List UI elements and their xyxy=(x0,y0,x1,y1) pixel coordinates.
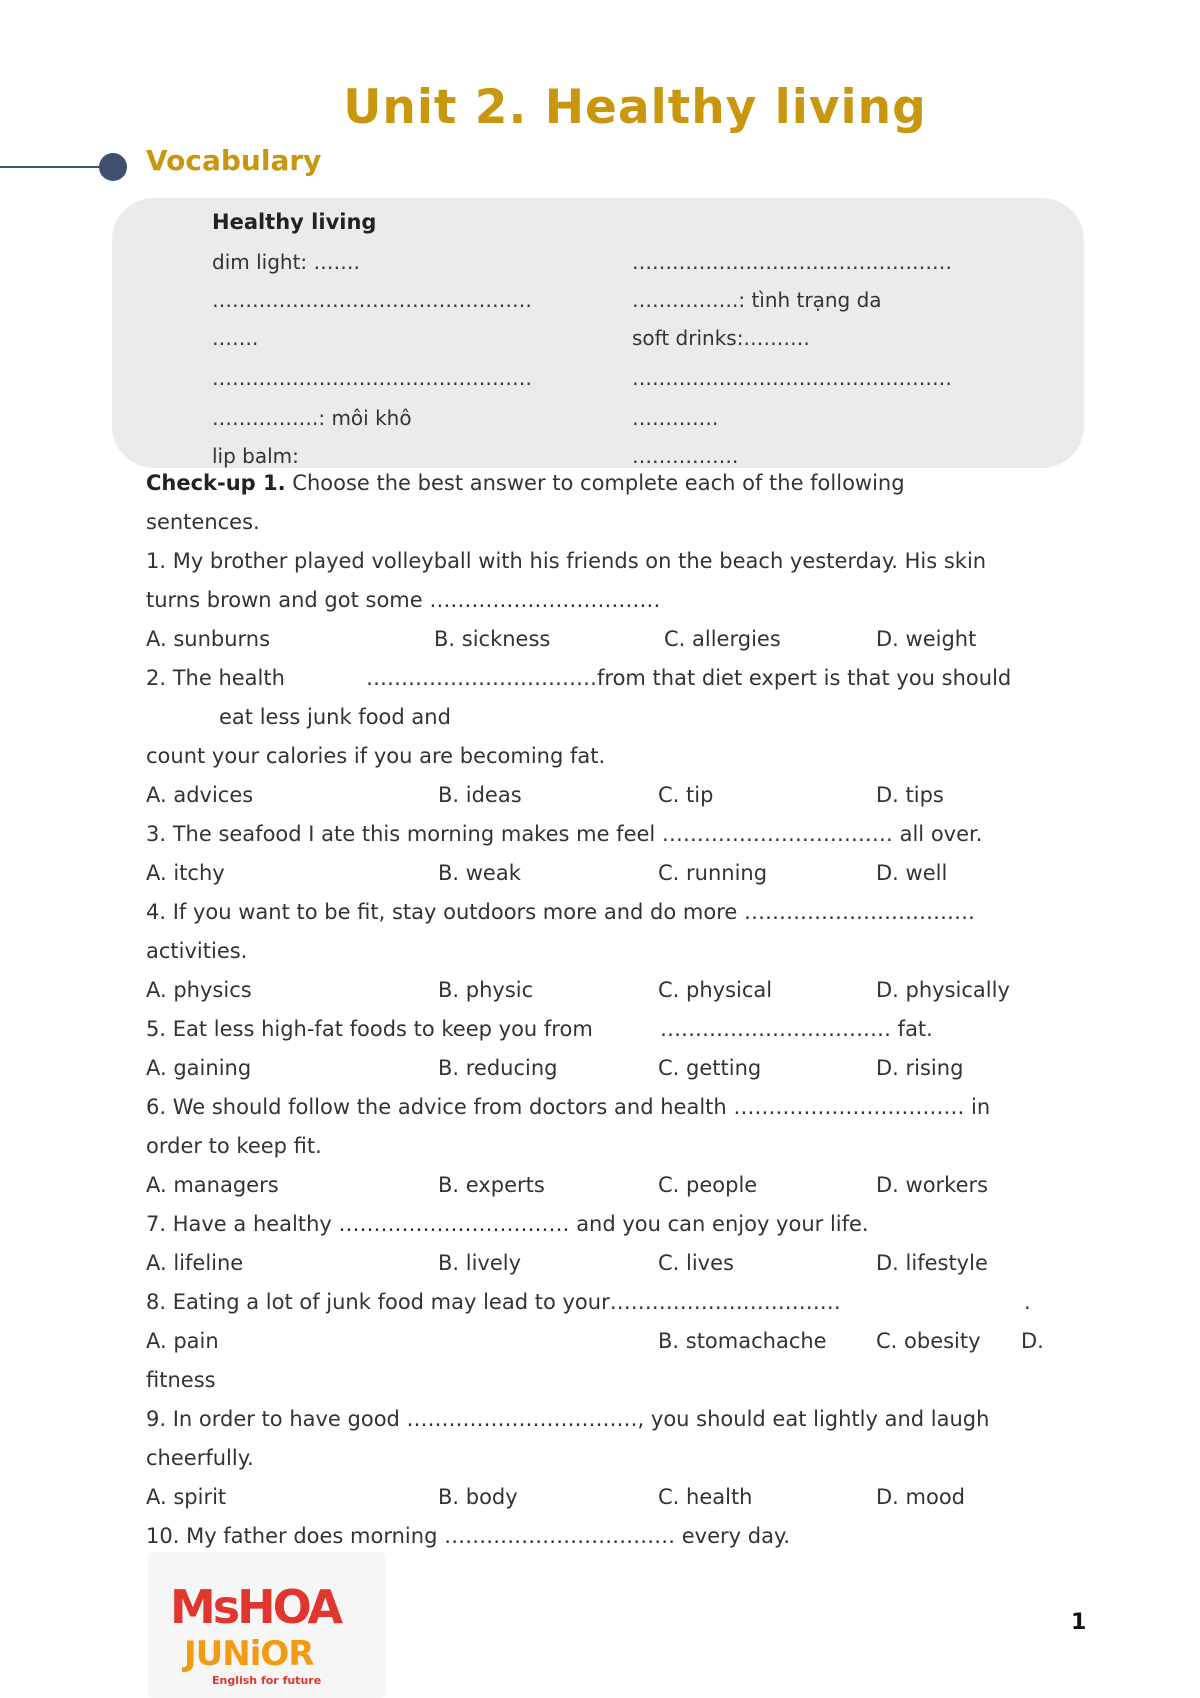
option-b: B. body xyxy=(438,1485,518,1509)
vocab-entry: lip balm: xyxy=(212,444,299,468)
question-2-text-cont: count your calories if you are becoming fat. xyxy=(146,744,606,768)
option-c: C. people xyxy=(658,1173,758,1197)
option-a: A. spirit xyxy=(146,1485,227,1509)
question-4-text: 4. If you want to be fit, stay outdoors more and do more …………………………… xyxy=(146,900,975,924)
vocab-entry: ……. xyxy=(212,326,259,350)
question-9-text: 9. In order to have good ……………………………, you should eat lightly and laugh xyxy=(146,1407,990,1431)
option-b: B. experts xyxy=(438,1173,545,1197)
option-d: D. well xyxy=(876,861,948,885)
question-5-text xyxy=(146,1010,1066,1049)
option-a: A. itchy xyxy=(146,861,225,885)
question-4-text-cont: activities. xyxy=(146,939,248,963)
option-d: D. lifestyle xyxy=(876,1251,988,1275)
question-2-part: ……………………………from that diet expert is that you should xyxy=(366,666,1012,690)
vocab-entry: ………………………………………… xyxy=(212,366,532,390)
question-2-text-cont: eat less junk food and xyxy=(219,705,451,729)
question-3-text: 3. The seafood I ate this morning makes me feel …………………………… all over. xyxy=(146,822,983,846)
option-c: C. lives xyxy=(658,1251,734,1275)
option-c: C. allergies xyxy=(664,627,781,651)
question-7-text: 7. Have a healthy …………………………… and you can enjoy your life. xyxy=(146,1212,869,1236)
option-c: C. obesity xyxy=(876,1329,981,1353)
option-d: D. workers xyxy=(876,1173,989,1197)
vocab-entry: …………. xyxy=(632,406,719,430)
logo-brand-text: MsHOA xyxy=(170,1580,341,1634)
question-6-text-cont: order to keep fit. xyxy=(146,1134,322,1158)
option-c: C. health xyxy=(658,1485,753,1509)
vocab-entry: soft drinks:………. xyxy=(632,326,810,350)
option-d: D. weight xyxy=(876,627,977,651)
question-9-text-cont: cheerfully. xyxy=(146,1446,254,1470)
option-d: D. physically xyxy=(876,978,1010,1002)
question-8-part: 8. Eating a lot of junk food may lead to your…………………………… xyxy=(146,1290,841,1314)
option-b: B. lively xyxy=(438,1251,522,1275)
logo-junior-text: JUNiOR xyxy=(184,1634,314,1674)
question-8-part: . xyxy=(1024,1290,1031,1314)
section-title: Vocabulary xyxy=(146,144,322,177)
question-1-options xyxy=(146,620,1066,659)
question-9-options xyxy=(146,1478,1066,1517)
question-5-part: 5. Eat less high-fat foods to keep you from xyxy=(146,1017,593,1041)
question-2-text xyxy=(146,659,1066,698)
option-b: B. reducing xyxy=(438,1056,558,1080)
vocabulary-heading: Healthy living xyxy=(212,210,377,234)
question-4-options xyxy=(146,971,1066,1010)
checkup-instruction xyxy=(146,464,1066,503)
vocab-entry: …………….: tình trạng da xyxy=(632,288,882,312)
instruction-text: Choose the best answer to complete each of the following xyxy=(285,471,905,495)
section-divider-line xyxy=(0,166,105,168)
instruction-text-cont: sentences. xyxy=(146,510,260,534)
vocabulary-box xyxy=(112,198,1084,468)
option-b: B. sickness xyxy=(434,627,551,651)
question-8-text xyxy=(146,1283,1066,1322)
option-d: D. xyxy=(1021,1329,1044,1353)
question-10-text: 10. My father does morning …………………………… every day. xyxy=(146,1524,791,1548)
question-1-text: 1. My brother played volleyball with his friends on the beach yesterday. His skin xyxy=(146,549,987,573)
option-b: B. weak xyxy=(438,861,521,885)
option-a: A. sunburns xyxy=(146,627,271,651)
option-b: B. ideas xyxy=(438,783,522,807)
option-b: B. stomachache xyxy=(658,1329,827,1353)
option-c: C. tip xyxy=(658,783,714,807)
question-3-options xyxy=(146,854,1066,893)
question-2-options xyxy=(146,776,1066,815)
question-8-option-d-wrap: fitness xyxy=(146,1368,216,1392)
option-c: C. getting xyxy=(658,1056,762,1080)
page-title: Unit 2. Healthy living xyxy=(343,80,927,135)
option-a: A. advices xyxy=(146,783,254,807)
question-6-options xyxy=(146,1166,1066,1205)
exercise-content xyxy=(146,464,1066,1556)
vocab-entry: ………………………………………… xyxy=(632,366,952,390)
option-a: A. managers xyxy=(146,1173,279,1197)
vocab-entry: …………….: môi khô xyxy=(212,406,412,430)
vocab-entry: ………………………………………… xyxy=(632,250,952,274)
option-a: A. physics xyxy=(146,978,252,1002)
question-7-options xyxy=(146,1244,1066,1283)
mshoa-junior-logo xyxy=(148,1552,386,1698)
section-bullet-icon xyxy=(99,153,127,181)
option-c: C. running xyxy=(658,861,768,885)
option-d: D. tips xyxy=(876,783,944,807)
question-1-text-cont: turns brown and got some …………………………… xyxy=(146,588,661,612)
logo-tagline: English for future xyxy=(212,1674,322,1687)
vocab-entry: ………………………………………… xyxy=(212,288,532,312)
checkup-label: Check-up 1. xyxy=(146,471,286,495)
question-5-part: …………………………… fat. xyxy=(660,1017,933,1041)
question-5-options xyxy=(146,1049,1066,1088)
option-b: B. physic xyxy=(438,978,534,1002)
vocab-entry: ……………. xyxy=(632,444,739,468)
option-a: A. gaining xyxy=(146,1056,252,1080)
option-a: A. lifeline xyxy=(146,1251,244,1275)
option-c: C. physical xyxy=(658,978,773,1002)
page-number: 1 xyxy=(1071,1610,1087,1635)
question-6-text: 6. We should follow the advice from doctors and health …………………………… in xyxy=(146,1095,991,1119)
option-a: A. pain xyxy=(146,1329,219,1353)
option-d: D. rising xyxy=(876,1056,964,1080)
vocab-entry: dim light: ……. xyxy=(212,250,360,274)
question-2-part: 2. The health xyxy=(146,666,285,690)
option-d: D. mood xyxy=(876,1485,966,1509)
question-8-options xyxy=(146,1322,1066,1361)
